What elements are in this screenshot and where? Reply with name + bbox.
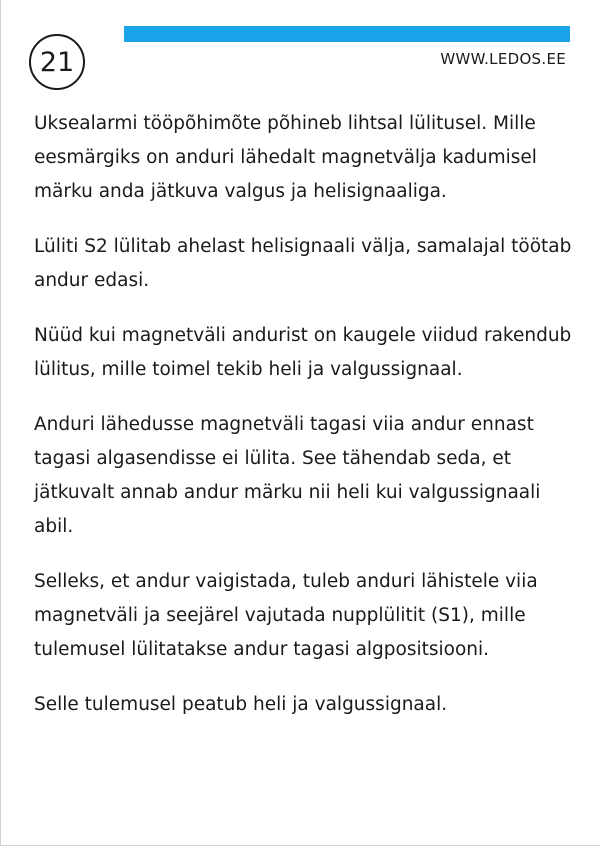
header-accent-bar [124, 26, 570, 42]
paragraph: Selleks, et andur vaigistada, tuleb anduri lähistele viia magnetväli ja seejärel vajutada nupplülitit (S1), mille tulemusel lülitatakse andur tagasi algpositsiooni. [34, 571, 538, 660]
page-number-text: 21 [39, 46, 75, 78]
paragraph: Selle tulemusel peatub heli ja valgussignaal. [34, 694, 448, 715]
website-url: WWW.LEDOS.EE [440, 50, 566, 68]
paragraph: Nüüd kui magnetväli andurist on kaugele viidud rakendub lülitus, mille toimel tekib heli ja valgussignaal. [34, 325, 572, 380]
paragraph: Lüliti S2 lülitab ahelast helisignaali välja, samalajal töötab andur edasi. [34, 236, 572, 291]
page-edge-left [0, 0, 1, 846]
paragraph: Uksealarmi tööpõhimõte põhineb lihtsal lülitusel. Mille eesmärgiks on anduri lähedalt magnetvälja kadumisel märku anda jätkuva valgus ja helisignaaliga. [34, 113, 537, 202]
page-number [29, 34, 85, 90]
page-body [34, 107, 574, 743]
paragraph: Anduri lähedusse magnetväli tagasi viia andur ennast tagasi algasendisse ei lülita. See tähendab seda, et jätkuvalt annab andur märku nii heli kui valgussignaali abil. [34, 414, 541, 537]
